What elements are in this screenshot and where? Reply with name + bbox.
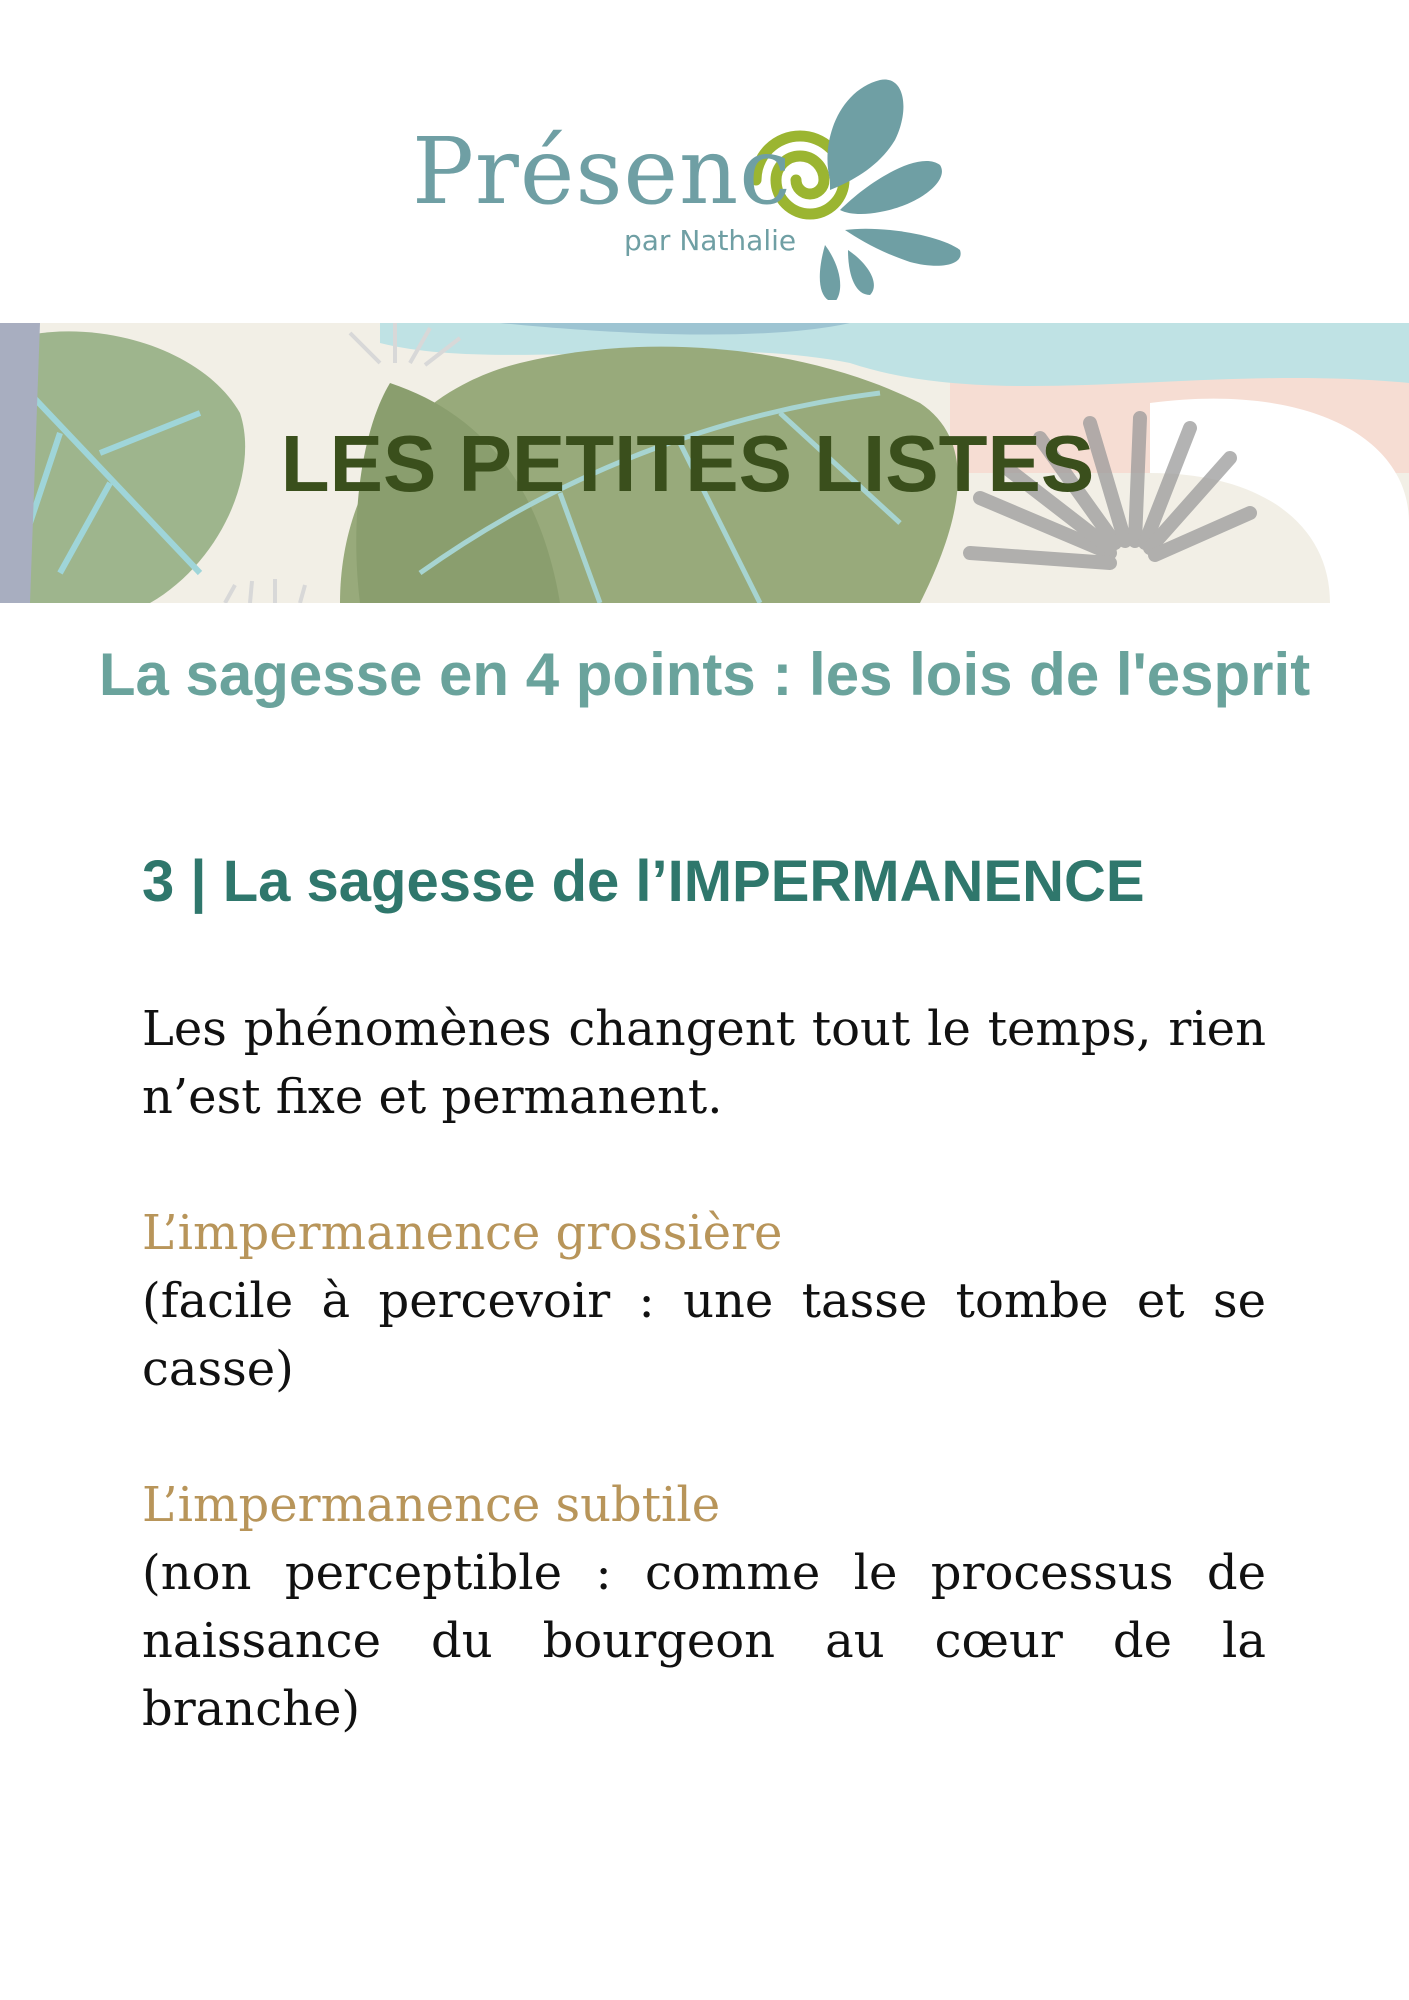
section-body	[142, 995, 1266, 1743]
header-banner	[0, 323, 1409, 603]
section-heading: 3 | La sagesse de l’IMPERMANENCE	[142, 849, 1145, 914]
item-description: (facile à percevoir : une tasse tombe et se casse)	[142, 1273, 1266, 1397]
brand-logo	[400, 40, 980, 300]
page-title: LES PETITES LISTES	[280, 419, 1095, 508]
brand-tagline: par Nathalie	[624, 224, 797, 257]
item-term: L’impermanence subtile	[142, 1477, 721, 1533]
item-term: L’impermanence grossière	[142, 1205, 783, 1261]
page-subtitle: La sagesse en 4 points : les lois de l'esprit	[98, 641, 1311, 708]
item-description: (non perceptible : comme le processus de naissance du bourgeon au cœur de la branche)	[142, 1545, 1266, 1737]
brand-wordmark: Présenc	[412, 118, 792, 225]
intro-paragraph: Les phénomènes changent tout le temps, rien n’est fixe et permanent.	[142, 1001, 1266, 1125]
